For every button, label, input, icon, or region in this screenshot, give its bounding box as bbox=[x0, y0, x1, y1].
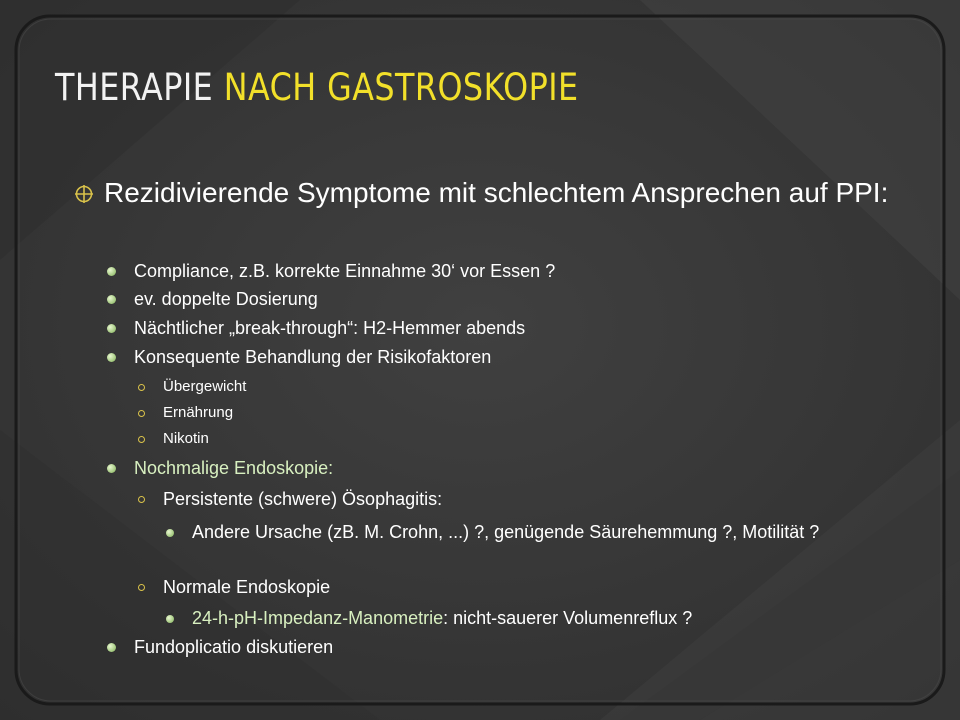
level1-text: Rezidivierende Symptome mit schlechtem Ansprechen auf PPI: bbox=[104, 177, 889, 208]
item-manometry bbox=[192, 607, 912, 629]
item-dose: ev. doppelte Dosierung bbox=[134, 289, 318, 309]
risk-sub-item: Übergewicht bbox=[163, 378, 247, 395]
ring-bullet-icon bbox=[138, 436, 145, 443]
risk-sub-item: Nikotin bbox=[163, 430, 209, 447]
item-compliance: Compliance, z.B. korrekte Einnahme 30‘ vor Essen ? bbox=[134, 261, 556, 281]
bullet-dot-icon bbox=[107, 324, 116, 333]
bullet-dot-icon bbox=[107, 295, 116, 304]
item-risk: Konsequente Behandlung der Risikofaktoren bbox=[134, 347, 492, 367]
risk-sub-item: Ernährung bbox=[163, 404, 234, 421]
target-bullet-icon bbox=[74, 184, 94, 204]
item-persistent-detail: Andere Ursache (zB. M. Crohn, ...) ?, genügende Säurehemmung ?, Motilität ? bbox=[192, 522, 820, 542]
bullet-dot-icon bbox=[107, 267, 116, 276]
slide-title: THERAPIE NACH GASTROSKOPIE bbox=[55, 66, 579, 109]
manometry-highlight: 24-h-pH-Impedanz-Manometrie bbox=[192, 608, 444, 628]
bullet-dot-icon bbox=[166, 529, 174, 537]
ring-bullet-icon bbox=[138, 584, 145, 591]
ring-bullet-icon bbox=[138, 410, 145, 417]
bullet-dot-icon bbox=[107, 353, 116, 362]
manometry-rest: : nicht-sauerer Volumenreflux ? bbox=[443, 608, 693, 628]
title-accent: NACH GASTROSKOPIE bbox=[223, 66, 579, 109]
bullet-dot-icon bbox=[107, 643, 116, 652]
item-persistent: Persistente (schwere) Ösophagitis: bbox=[163, 489, 443, 509]
item-normal-endoscopy: Normale Endoskopie bbox=[163, 577, 331, 597]
item-endoscopy: Nochmalige Endoskopie: bbox=[134, 458, 334, 478]
ring-bullet-icon bbox=[138, 496, 145, 503]
ring-bullet-icon bbox=[138, 384, 145, 391]
bullet-dot-icon bbox=[166, 615, 174, 623]
item-fundoplicatio: Fundoplicatio diskutieren bbox=[134, 637, 334, 657]
item-night: Nächtlicher „break-through“: H2-Hemmer abends bbox=[134, 318, 526, 338]
bullet-dot-icon bbox=[107, 464, 116, 473]
